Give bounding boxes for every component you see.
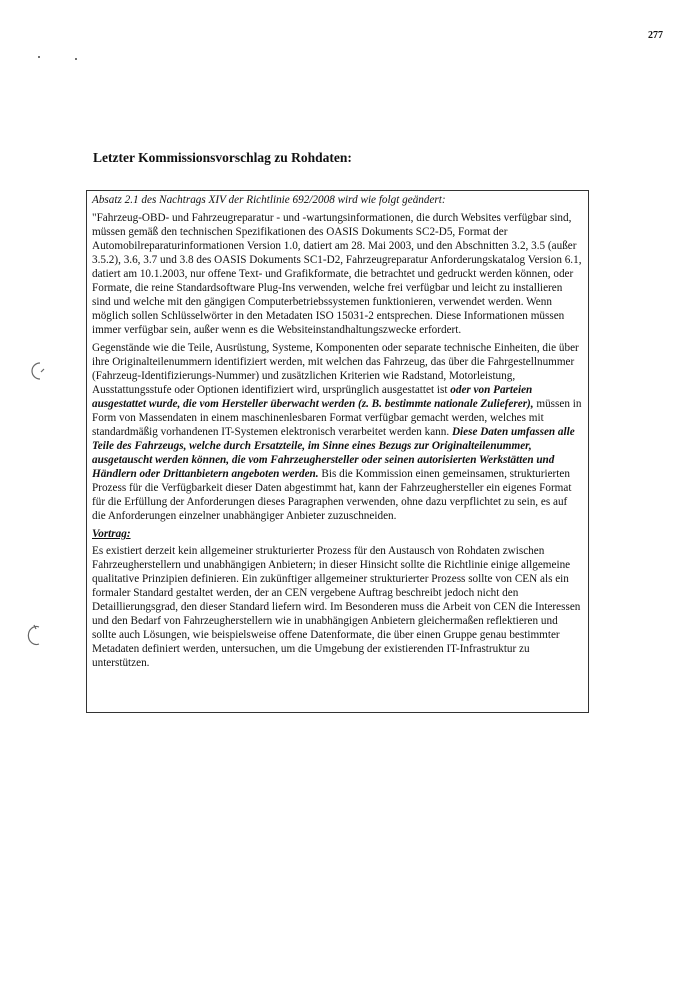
proposal-box bbox=[86, 190, 589, 713]
punch-hole-mark bbox=[27, 624, 45, 646]
parts-text-a: Gegenstände wie die Teile, Ausrüstung, Systeme, Komponenten oder separate technische Einheiten, die über ihre Originalteilenummern identifiziert werden, mit welchen das Fahrzeug, das über die Fahrgestellnummer (Fahrzeug-Identifizierungs-Nummer) und zusätzlichen Kriterien wie Radstand, Motorleistung, Ausstattungsstufe oder Optionen identifiziert wird, ursprünglich ausgestattet ist bbox=[92, 342, 579, 396]
parts-text-e: Bis die Kommission einen gemeinsamen, strukturierten Prozess für die Verfügbarkeit dieser Daten abgestimmt hat, kann der Fahrzeughersteller ein eigenes Format für die Erfüllung der Anforderungen dieses Paragraphen verwenden, ohne dazu verpflichtet zu sein, es auf die Anforderungen einzelner unabhängiger Anbieter zuzuschneiden. bbox=[92, 468, 572, 522]
vortrag-heading: Vortrag: bbox=[92, 528, 131, 540]
amendment-intro: Absatz 2.1 des Nachtrags XIV der Richtlinie 692/2008 wird wie folgt geändert: bbox=[92, 194, 446, 206]
scan-speck bbox=[38, 56, 40, 58]
page-number: 277 bbox=[648, 30, 663, 41]
paragraph-justification: Es existiert derzeit kein allgemeiner strukturierter Prozess für den Austausch von Rohdaten zwischen Fahrzeugherstellern und unabhängigen Anbietern; in dieser Hinsicht sollte die Richtlinie einige allgemeine qualitative Prinzipien definieren. Ein zukünftiger allgemeiner strukturierter Prozess sollte von CEN als ein formaler Standard gestaltet werden, der an CEN vergebene Auftrag beschreibt jedoch nicht den Detaillierungsgrad, den dieser Standard liefern wird. Im Besonderen muss die Arbeit von CEN die Interessen und den Bedarf von Fahrzeugherstellern wie in unabhängigen Anbietern gleichermaßen reflektieren und sollte auch Lösungen, wie beispielsweise offene Datenformate, die über einen Gruppe genau bestimmter Metadaten definiert werden, untersuchen, um die Umgebung der existierenden IT-Infrastruktur zu unterstützen. bbox=[92, 545, 581, 669]
page-heading: Letzter Kommissionsvorschlag zu Rohdaten: bbox=[93, 150, 352, 165]
paragraph-parts-data bbox=[92, 341, 583, 523]
scan-speck bbox=[75, 58, 77, 60]
parts-text-c: müssen in Form von Massendaten in einem maschinenlesbaren Format verfügbar gemacht werden, welches mit standardmäßig vorhandenen IT-Systemen elektronisch verarbeitet werden kann. bbox=[92, 398, 582, 438]
parts-text-b: oder von Parteien ausgestattet wurde, die vom Hersteller überwacht werden (z. B. bestimmte nationale Zulieferer), bbox=[92, 384, 534, 410]
paragraph-website-info: "Fahrzeug-OBD- und Fahrzeugreparatur - und -wartungsinformationen, die durch Websites verfügbar sind, müssen gemäß den technischen Spezifikationen des OASIS Dokuments SC2-D5, Format der Automobilreparaturinformationen Version 1.0, datiert am 28. Mai 2003, und den Abschnitten 3.2, 3.5 (außer 3.5.2), 3.6, 3.7 und 3.8 des OASIS Dokuments SC1-D2, Fahrzeugreparatur Anforderungskatalog Version 6.1, datiert am 10.1.2003, nur offene Text- und Grafikformate, die betrachtet und gedruckt werden können, oder Formate, die reine Standardsoftware Plug-Ins verwenden, welche frei verfügbar und leicht zu installieren sind und welche mit den gängigen Computerbetriebssystemen funktionieren, verwendet werden. Wenn möglich sollen Schlüsselwörter in den Metadaten ISO 15031-2 entsprechen. Diese Informationen müssen immer verfügbar sein, außer wenn es die Websiteinstandhaltungszwecke erfordert. bbox=[92, 212, 582, 336]
punch-hole-mark bbox=[27, 360, 45, 382]
parts-text-d: Diese Daten umfassen alle Teile des Fahrzeugs, welche durch Ersatzteile, im Sinne eines Bezugs zur Originalteilenummer, ausgetauscht werden können, die vom Fahrzeughersteller oder seinen autorisierten Werkstätten und Händlern oder Drittanbietern angeboten werden. bbox=[92, 426, 575, 480]
